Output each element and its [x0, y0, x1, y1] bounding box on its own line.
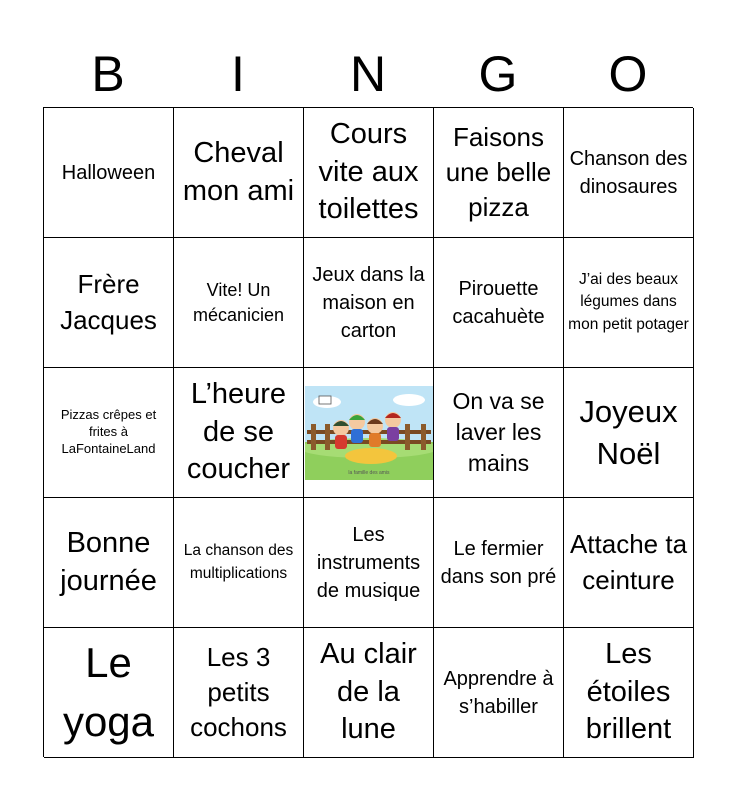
bingo-cell[interactable]	[174, 628, 304, 758]
bingo-cell[interactable]	[434, 498, 564, 628]
header-letter-g: G	[478, 46, 518, 102]
cell-label: Les étoiles brillent	[585, 637, 672, 746]
cell-label: Au clair de la lune	[320, 637, 417, 746]
bingo-cell[interactable]	[564, 238, 694, 368]
bingo-card	[43, 107, 693, 757]
cell-label: Halloween	[61, 161, 156, 184]
header-letter-i: I	[231, 46, 245, 102]
bingo-cell[interactable]	[44, 498, 174, 628]
bingo-cell[interactable]	[44, 238, 174, 368]
bingo-cell[interactable]	[564, 498, 694, 628]
cell-label: Jeux dans la maison en carton	[312, 263, 425, 342]
image-caption: la famille des amis	[347, 469, 390, 476]
bingo-cell[interactable]	[564, 368, 694, 498]
cell-label: La chanson des multiplications	[183, 542, 294, 582]
bingo-cell[interactable]	[434, 108, 564, 238]
cell-label: Le fermier dans son pré	[440, 537, 557, 588]
cell-label: Cours vite aux toilettes	[318, 117, 419, 226]
cell-label: Bonne journée	[60, 526, 157, 597]
bingo-cell[interactable]	[304, 238, 434, 368]
bingo-cell[interactable]	[564, 108, 694, 238]
cell-label: Attache ta ceinture	[569, 529, 688, 595]
header-letter-n: N	[349, 46, 387, 102]
bingo-cell[interactable]	[44, 628, 174, 758]
header-letter-o: O	[608, 46, 648, 102]
bingo-cell[interactable]	[174, 498, 304, 628]
cell-label: Frère Jacques	[60, 269, 157, 335]
cell-label: Pizzas crêpes et frites à LaFontaineLand	[60, 407, 157, 456]
cell-label: Les instruments de musique	[316, 523, 421, 602]
cell-label: Vite! Un mécanicien	[192, 280, 285, 325]
cell-label: Les 3 petits cochons	[190, 641, 287, 743]
cell-label: L’heure de se coucher	[186, 377, 291, 486]
bingo-cell[interactable]	[434, 238, 564, 368]
cell-label: Cheval mon ami	[182, 136, 295, 207]
bingo-cell[interactable]	[304, 108, 434, 238]
bingo-cell[interactable]	[44, 368, 174, 498]
cell-label: Chanson des dinosaures	[569, 147, 688, 198]
header-letter-b: B	[91, 46, 125, 102]
bingo-cell[interactable]	[304, 628, 434, 758]
cell-label: Le yoga	[62, 638, 155, 745]
bingo-cell[interactable]	[304, 498, 434, 628]
cell-label: On va se laver les mains	[452, 387, 545, 477]
cell-label: Apprendre à s’habiller	[443, 667, 554, 718]
bingo-cell[interactable]	[174, 368, 304, 498]
cell-label: Joyeux Noël	[579, 393, 678, 471]
cell-label: J’ai des beaux légumes dans mon petit potager	[568, 270, 689, 333]
cell-label: Faisons une belle pizza	[445, 121, 552, 223]
bingo-cell[interactable]	[174, 238, 304, 368]
children-cartoon-image	[305, 386, 433, 480]
bingo-header	[43, 40, 693, 108]
free-space-cell[interactable]	[304, 368, 434, 498]
bingo-cell[interactable]	[434, 368, 564, 498]
bingo-cell[interactable]	[434, 628, 564, 758]
cell-label: Pirouette cacahuète	[452, 277, 545, 328]
bingo-cell[interactable]	[44, 108, 174, 238]
bingo-cell[interactable]	[174, 108, 304, 238]
bingo-cell[interactable]	[564, 628, 694, 758]
